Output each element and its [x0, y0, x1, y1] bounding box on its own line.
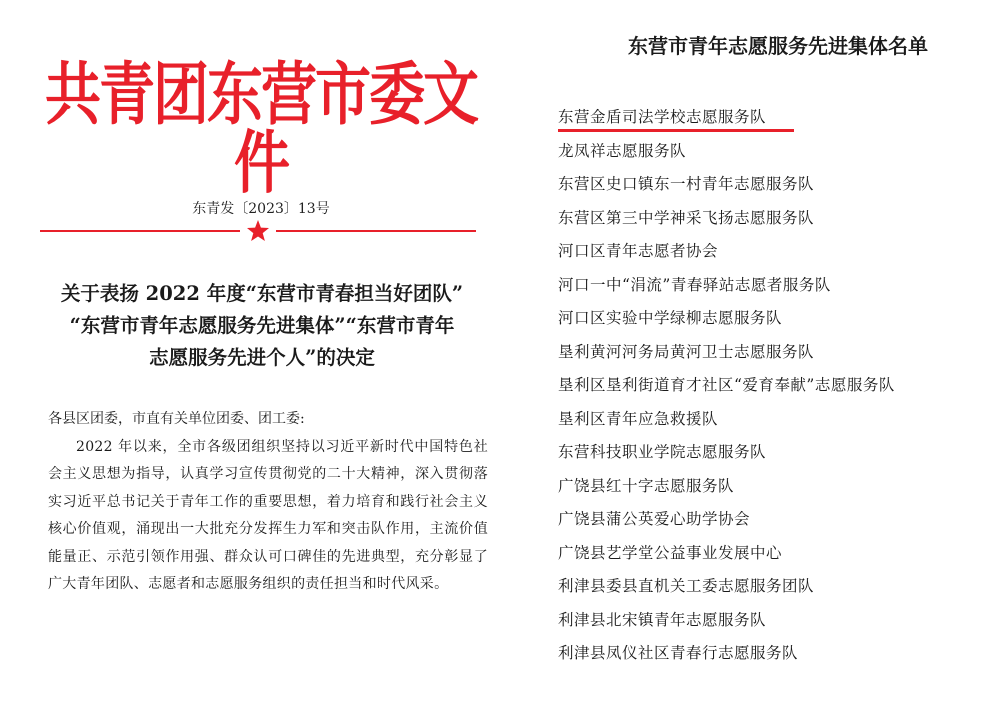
decision-title-line: 志愿服务先进个人”的决定: [149, 346, 375, 369]
list-item: 垦利区青年应急救援队: [558, 409, 719, 428]
organization-list: [558, 106, 895, 676]
body-paragraph: 2022 年以来，全市各级团组织坚持以习近平新时代中国特色社会主义思想为指导，认真学习宣传贯彻党的二十大精神，深入贯彻落实习近平总书记关于青年工作的重要思想，着力培育和践行社会主义核心价值观，涌现出一大批充分发挥生力军和突击队作用，主流价值能量正、示范引领作用强、群众认可口碑佳的先进典型，充分彰显了广大青年团队、志愿者和志愿服务组织的责任担当和时代风采。: [48, 438, 488, 592]
list-item: 东营科技职业学院志愿服务队: [558, 443, 767, 461]
document-header-title: 共青团东营市委文件: [45, 55, 477, 204]
list-title: 东营市青年志愿服务先进集体名单: [628, 34, 928, 58]
list-item: 利津县北宋镇青年志愿服务队: [558, 610, 767, 629]
document-number: 东青发〔2023〕13号: [192, 201, 330, 217]
decision-title-line: “东营市青年志愿服务先进集体”“东营市青年: [69, 314, 455, 337]
list-item: 龙凤祥志愿服务队: [558, 141, 687, 160]
list-item: 广饶县红十字志愿服务队: [558, 476, 735, 495]
list-item: 河口区实验中学绿柳志愿服务队: [558, 309, 783, 327]
document-body: [48, 406, 488, 599]
list-item: 垦利区垦利街道育才社区“爱育奉献”志愿服务队: [558, 376, 895, 394]
list-item: 河口区青年志愿者协会: [558, 242, 719, 260]
list-item: 河口一中“涓流”青春驿站志愿者服务队: [558, 275, 831, 294]
list-item: 广饶县蒲公英爱心助学协会: [558, 510, 751, 528]
list-item: 广饶县艺学堂公益事业发展中心: [558, 543, 783, 562]
list-item: 利津县委县直机关工委志愿服务团队: [558, 577, 815, 595]
list-item: 利津县凤仪社区青春行志愿服务队: [558, 644, 799, 662]
list-item: 东营区史口镇东一村青年志愿服务队: [558, 175, 815, 193]
red-star-icon: [246, 219, 270, 243]
list-item: 垦利黄河河务局黄河卫士志愿服务队: [558, 342, 815, 361]
list-item: 东营金盾司法学校志愿服务队: [558, 108, 767, 126]
salutation: 各县区团委，市直有关单位团委、团工委:: [48, 411, 305, 427]
right-list-page: [520, 0, 1000, 706]
decision-title-line: 关于表扬 2022 年度“东营市青春担当好团队”: [60, 282, 464, 305]
decision-title: [40, 278, 484, 374]
red-divider-left: [40, 230, 240, 232]
list-item: 东营区第三中学神采飞扬志愿服务队: [558, 208, 815, 227]
red-divider-right: [276, 230, 476, 232]
